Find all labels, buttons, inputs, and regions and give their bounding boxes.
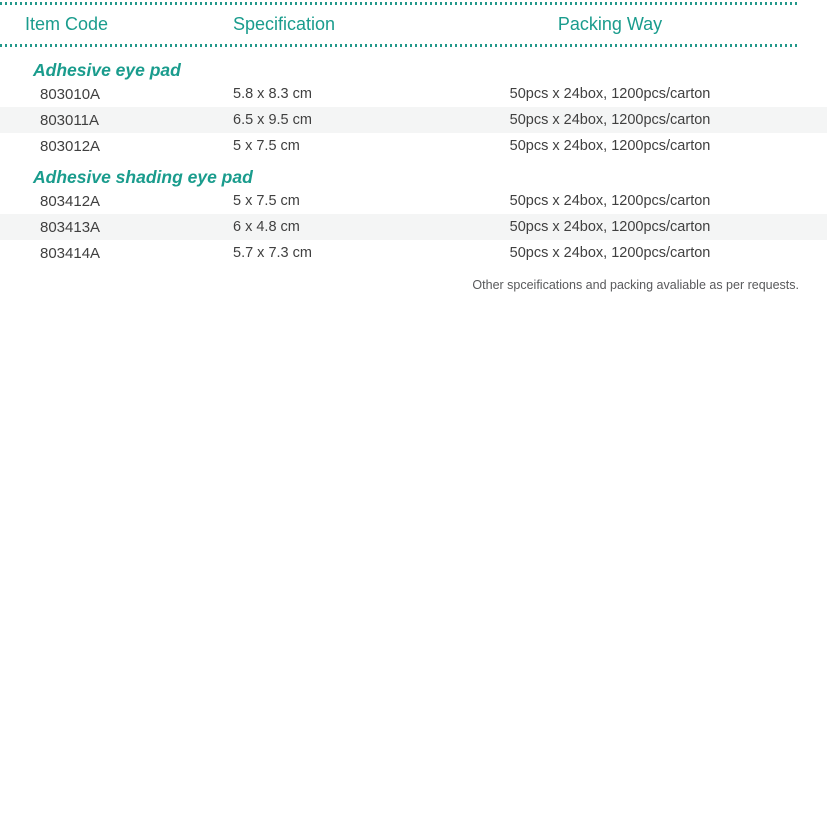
specification-cell: 5 x 7.5 cm <box>233 138 300 154</box>
section-title-adhesive-eye-pad: Adhesive eye pad <box>33 60 181 80</box>
packing-way-cell: 50pcs x 24box, 1200pcs/carton <box>509 219 711 235</box>
packing-way-cell: 50pcs x 24box, 1200pcs/carton <box>509 245 711 261</box>
footnote: Other spceifications and packing avaliable as per requests. <box>472 278 799 292</box>
table-row <box>0 133 827 159</box>
column-header-item-code: Item Code <box>25 14 109 34</box>
specification-cell: 6.5 x 9.5 cm <box>233 112 312 128</box>
table-row <box>0 107 827 133</box>
item-code-cell: 803010A <box>40 85 101 103</box>
table-row <box>0 214 827 240</box>
specification-cell: 6 x 4.8 cm <box>233 219 300 235</box>
specification-cell: 5.8 x 8.3 cm <box>233 86 312 102</box>
column-header-packing-way: Packing Way <box>557 14 663 34</box>
specification-cell: 5 x 7.5 cm <box>233 193 300 209</box>
section-title-adhesive-shading-eye-pad: Adhesive shading eye pad <box>33 167 253 187</box>
table-row <box>0 81 827 107</box>
item-code-cell: 803011A <box>40 111 99 129</box>
item-code-cell: 803412A <box>40 192 101 210</box>
packing-way-cell: 50pcs x 24box, 1200pcs/carton <box>509 193 711 209</box>
table-row <box>0 240 827 266</box>
item-code-cell: 803414A <box>40 244 101 262</box>
item-code-cell: 803012A <box>40 137 101 155</box>
table-header <box>0 5 827 44</box>
column-header-specification: Specification <box>233 14 336 34</box>
packing-way-cell: 50pcs x 24box, 1200pcs/carton <box>509 112 711 128</box>
table-row <box>0 188 827 214</box>
header-dotted-divider <box>0 44 797 47</box>
packing-way-cell: 50pcs x 24box, 1200pcs/carton <box>509 86 711 102</box>
specification-cell: 5.7 x 7.3 cm <box>233 245 312 261</box>
packing-way-cell: 50pcs x 24box, 1200pcs/carton <box>509 138 711 154</box>
item-code-cell: 803413A <box>40 218 101 236</box>
